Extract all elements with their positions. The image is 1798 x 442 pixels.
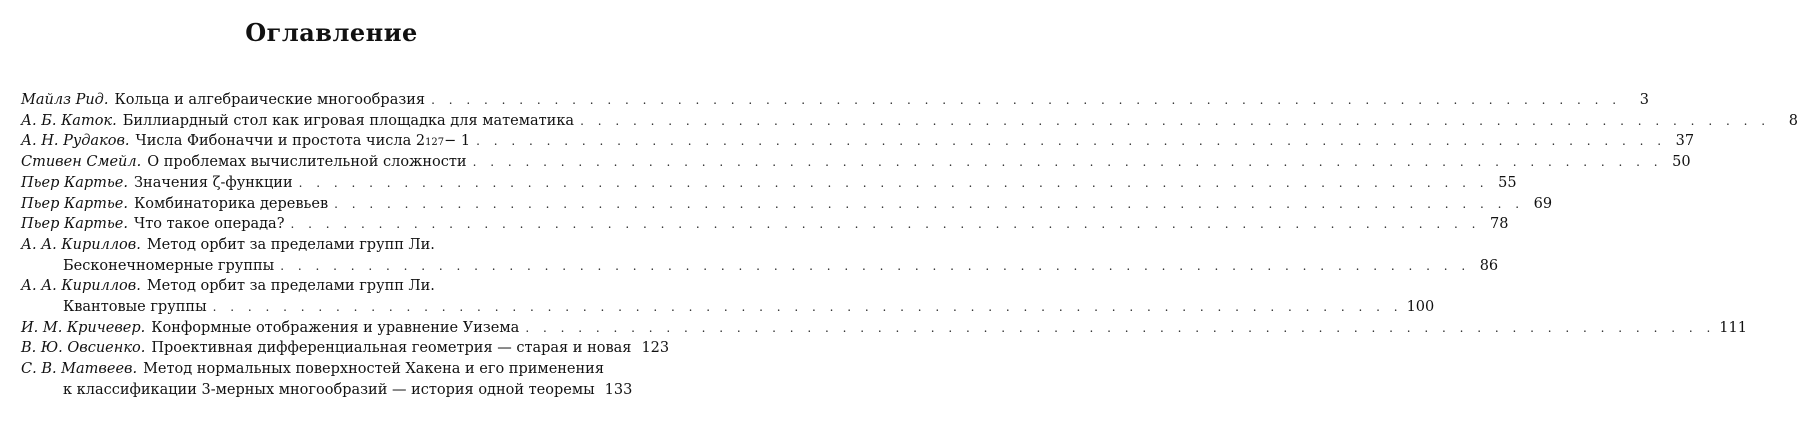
toc-author: В. Ю. Овсиенко. — [21, 340, 146, 357]
toc-author: А. Н. Рудаков. — [21, 133, 130, 150]
toc-title: Метод нормальных поверхностей Хакена и его применения — [143, 361, 604, 378]
toc-author: А. А. Кириллов. — [21, 278, 141, 295]
page-title: Оглавление — [245, 18, 418, 47]
toc-leader-dots — [334, 194, 1524, 215]
toc-leader-dots — [476, 131, 1666, 152]
toc-title: Биллиардный стол как игровая площадка для математика — [122, 112, 575, 129]
toc-page-number: 3 — [1639, 92, 1650, 108]
toc-entry-line — [21, 359, 619, 380]
toc-author: Пьер Картье. — [21, 216, 128, 233]
toc-title: Комбинаторика деревьев — [134, 195, 329, 212]
toc-entry-line — [21, 194, 1553, 215]
toc-page-number: 55 — [1498, 174, 1517, 191]
toc-author: А. А. Кириллов. — [21, 236, 141, 253]
toc-page-number: 37 — [1675, 133, 1695, 150]
toc-entry-line — [21, 152, 1691, 173]
toc-page-number: 133 — [604, 381, 633, 398]
toc-author: Майлз Рид. — [21, 92, 109, 108]
toc-entry[interactable] — [21, 214, 1509, 235]
toc-entry-line — [21, 214, 1509, 235]
toc-leader-dots — [473, 152, 1663, 173]
toc-entry[interactable] — [21, 235, 1499, 276]
table-of-contents — [21, 90, 1798, 401]
toc-entry-line — [21, 235, 619, 256]
toc-leader-dots — [525, 318, 1715, 339]
toc-author: Стивен Смейл. — [21, 154, 142, 171]
toc-title: Проективная дифференциальная геометрия — старая и новая — [151, 340, 632, 357]
toc-entry-line — [21, 338, 670, 359]
toc-page-number: 69 — [1533, 195, 1553, 212]
toc-entry[interactable] — [21, 131, 1695, 152]
toc-entry[interactable] — [21, 194, 1553, 215]
toc-title: О проблемах вычислительной сложности — [147, 154, 467, 171]
toc-page-number: 78 — [1489, 216, 1509, 233]
toc-entry-line — [21, 380, 633, 401]
toc-title: Метод орбит за пределами групп Ли. — [146, 278, 435, 295]
toc-leader-dots — [431, 90, 1621, 111]
toc-entry[interactable] — [21, 173, 1517, 194]
toc-leader-dots — [299, 173, 1489, 194]
toc-page-number: 50 — [1672, 154, 1691, 171]
toc-entry[interactable] — [21, 338, 670, 359]
toc-entry-line — [21, 173, 1517, 194]
toc-entry[interactable] — [21, 276, 1435, 317]
toc-title: Что такое операда? — [134, 216, 285, 233]
toc-author: А. Б. Каток. — [21, 112, 117, 129]
toc-title: Квантовые группы — [63, 299, 207, 316]
toc-page-number: 123 — [641, 340, 670, 357]
toc-entry-line — [21, 90, 1650, 111]
toc-entry[interactable] — [21, 111, 1798, 132]
toc-page-number: 8 — [1788, 112, 1798, 129]
toc-page-number: 111 — [1719, 319, 1747, 336]
toc-title: Значения ζ-функции — [134, 174, 293, 191]
toc-page-number: 100 — [1406, 299, 1435, 316]
toc-author: И. М. Кричевер. — [21, 319, 146, 336]
toc-entry-line — [21, 297, 1435, 318]
toc-entry[interactable] — [21, 359, 633, 400]
toc-title: Числа Фибоначчи и простота числа 2 — [135, 133, 426, 150]
toc-title: Бесконечномерные группы — [63, 257, 275, 274]
toc-title: Метод орбит за пределами групп Ли. — [146, 236, 435, 253]
toc-entry[interactable] — [21, 152, 1691, 173]
toc-page-number: 86 — [1479, 257, 1499, 274]
toc-author: С. В. Матвеев. — [21, 361, 138, 378]
toc-leader-dots — [213, 297, 1403, 318]
toc-leader-dots — [280, 256, 1470, 277]
toc-title: к классификации 3-мерных многообразий — история одной теоремы — [63, 381, 595, 398]
toc-leader-dots — [580, 111, 1770, 132]
toc-entry-line — [21, 318, 1747, 339]
toc-entry-line — [21, 276, 619, 297]
toc-title: Кольца и алгебраические многообразия — [114, 92, 426, 108]
toc-entry-line — [21, 111, 1798, 132]
toc-entry-line: А. Н. Рудаков. Числа Фибоначчи и простота числа 2 127 − 1 . . . 37 — [21, 131, 619, 152]
toc-entry-line — [21, 256, 1499, 277]
toc-author: Пьер Картье. — [21, 195, 128, 212]
toc-entry[interactable] — [21, 318, 1747, 339]
toc-entry[interactable] — [21, 90, 1650, 111]
toc-leader-dots — [290, 214, 1480, 235]
toc-title-tail: − 1 — [444, 133, 471, 150]
toc-title: Конформные отображения и уравнение Уизема — [151, 319, 520, 336]
toc-author: Пьер Картье. — [21, 174, 128, 191]
